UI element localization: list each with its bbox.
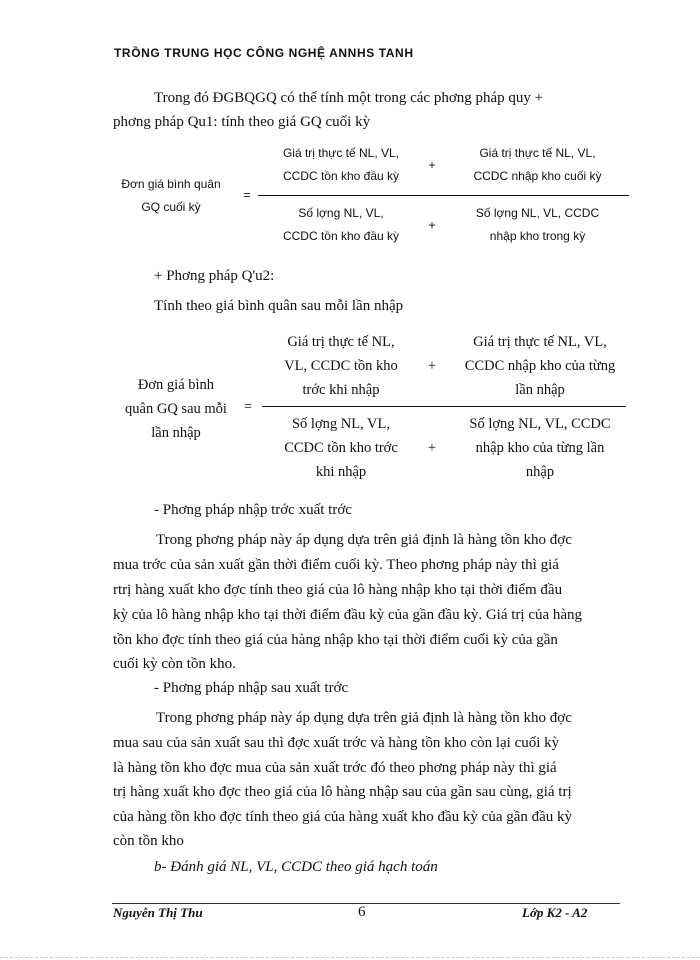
footer-class: Lớp K2 - A2 (522, 905, 588, 920)
fifo-paragraph-line: mua trớc của sản xuất gần thời điểm cuối kỳ. Theo phơng pháp này thì giá (113, 557, 559, 573)
formula-1-denominator-plus: + (428, 218, 436, 232)
formula-1-numerator-plus: + (428, 158, 436, 172)
method-2-description: Tính theo giá bình quân sau mỗi lần nhập (154, 298, 404, 314)
fifo-paragraph-line: rtrị hàng xuất kho đợc tính theo giá của lô hàng nhập kho tại thời điểm đầu (113, 582, 563, 598)
formula-1-equals: = (243, 188, 251, 202)
footer-divider (112, 903, 620, 904)
formula-2-denominator-plus: + (427, 440, 437, 456)
formula-2-numerator-right: Giá trị thực tế NL, VL, CCDC nhập kho của từng lần nhập (464, 334, 616, 398)
lifo-paragraph-line: Trong phơng pháp này áp dụng dựa trên giả định là hàng tồn kho đợc (156, 710, 572, 726)
formula-1-fraction-bar (258, 195, 629, 196)
formula-1-lhs: Đơn giá bình quân GQ cuối kỳ (121, 177, 221, 214)
page-number: 6 (358, 904, 366, 920)
lifo-paragraph-line: mua sau của sản xuất sau thì đợc xuất trớc và hàng tồn kho còn lại cuối kỳ (113, 735, 560, 751)
formula-2-numerator-plus: + (427, 358, 437, 374)
fifo-paragraph-line: kỳ của lô hàng nhập kho tại thời điểm đầu kỳ của gần đầu kỳ. Giá trị của hàng (113, 607, 583, 623)
fifo-title: - Phơng pháp nhập trớc xuất trớc (154, 502, 352, 518)
method-2-title: + Phơng pháp Q'u2: (154, 268, 275, 284)
page-bottom-border (0, 957, 700, 958)
section-b-heading: b- Đánh giá NL, VL, CCDC theo giá hạch toán (154, 859, 438, 875)
formula-2-numerator-left: Giá trị thực tế NL, VL, CCDC tồn kho trớc khi nhập (284, 334, 398, 398)
lifo-paragraph-line: là hàng tồn kho đợc mua của sản xuất trớc đó theo phơng pháp này thì giá (113, 760, 557, 776)
formula-2-denominator-right: Số lợng NL, VL, CCDC nhập kho của từng lần nhập (469, 416, 611, 480)
fifo-paragraph-line: tồn kho đợc tính theo giá của hàng nhập kho tại thời điểm cuối kỳ của gần (113, 632, 558, 648)
lifo-paragraph-line: của hàng tồn kho đợc tính theo giá của hàng xuất kho đầu kỳ của gần đầu kỳ (113, 809, 573, 825)
formula-2-fraction-bar (262, 406, 626, 407)
lifo-paragraph-line: trị hàng xuất kho đợc theo giá của lô hàng nhập sau của gần sau cùng, giá trị (113, 784, 572, 800)
formula-1-denominator-left: Số lợng NL, VL, CCDC tồn kho đầu kỳ (282, 206, 400, 243)
lifo-paragraph-line: còn tồn kho (113, 833, 184, 849)
formula-2-lhs: Đơn giá bình quân GQ sau mỗi lần nhập (125, 377, 227, 441)
formula-1-numerator-left: Giá trị thực tế NL, VL, CCDC tồn kho đầu kỳ (282, 146, 400, 183)
intro-line-1: Trong đó ĐGBQGQ có thể tính một trong các phơng pháp quy + (154, 90, 544, 106)
footer-author: Nguyễn Thị Thu (113, 905, 203, 920)
formula-2-denominator-left: Số lợng NL, VL, CCDC tồn kho trớc khi nhập (284, 416, 398, 480)
fifo-paragraph-line: cuối kỳ còn tồn kho. (113, 656, 236, 672)
lifo-title: - Phơng pháp nhập sau xuất trớc (154, 680, 349, 696)
intro-line-2: phơng pháp Qu1: tính theo giá GQ cuối kỳ (113, 114, 371, 130)
fifo-paragraph-line: Trong phơng pháp này áp dụng dựa trên giả định là hàng tồn kho đợc (156, 532, 572, 548)
formula-1-numerator-right: Giá trị thực tế NL, VL, CCDC nhập kho cuối kỳ (473, 146, 602, 183)
formula-2-equals: = (243, 399, 253, 415)
formula-1-denominator-right: Số lợng NL, VL, CCDC nhập kho trong kỳ (475, 206, 600, 243)
running-header: TRỒNG TRUNG HỌC CÔNG NGHỆ ANNHS TANH (114, 46, 414, 60)
